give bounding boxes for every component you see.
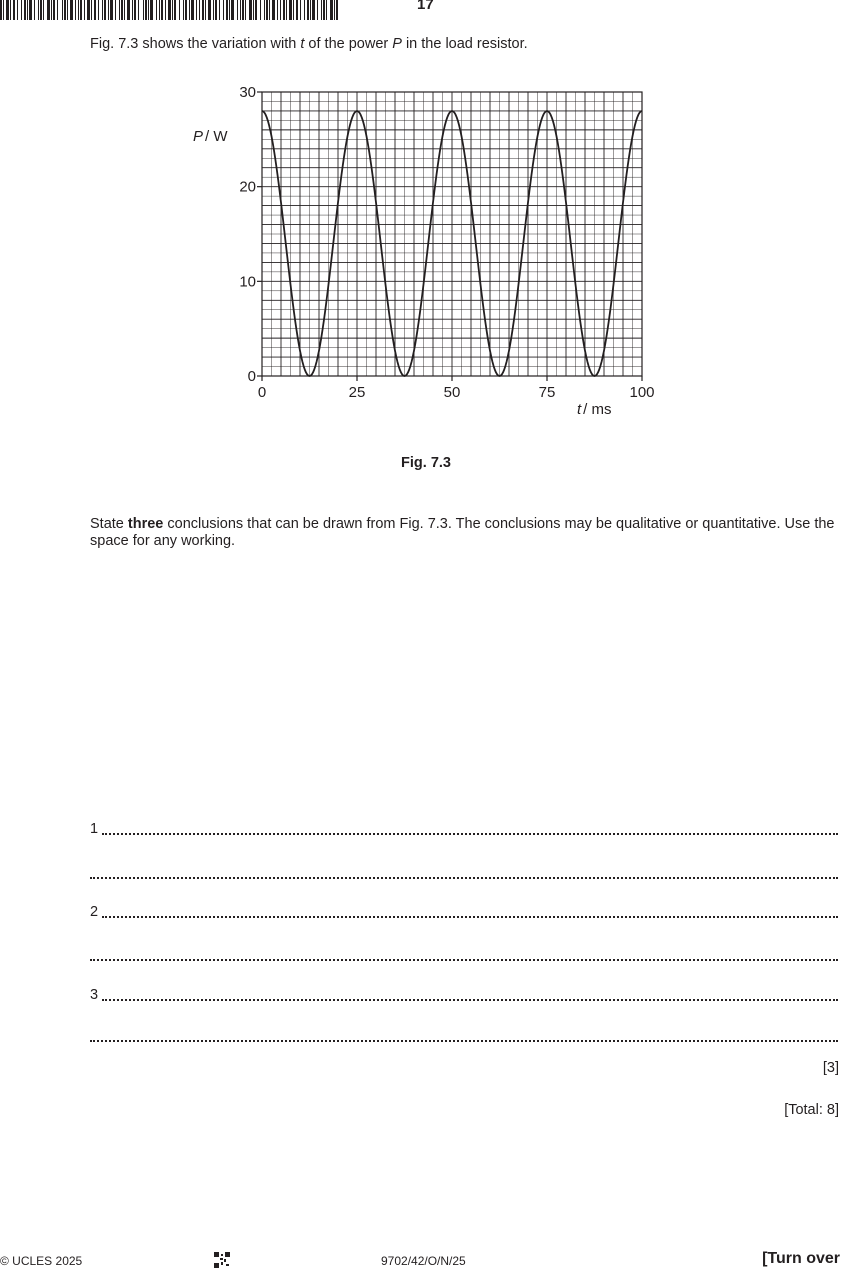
dotted-line <box>90 864 838 879</box>
dotted-line <box>102 820 838 835</box>
marks-allocation: [3] <box>822 1060 839 1076</box>
answer-line-2b[interactable] <box>90 946 838 964</box>
x-tick-label: 100 <box>629 384 655 401</box>
question-instruction: State three conclusions that can be drawn from Fig. 7.3. The conclusions may be qualitative or quantitative. Use the space for any working. <box>90 516 835 549</box>
dotted-line <box>102 903 838 918</box>
x-tick-label: 75 <box>538 384 556 401</box>
y-axis-label: P / W <box>193 128 228 145</box>
total-marks: [Total: 8] <box>784 1102 839 1118</box>
x-axis-label: t / ms <box>577 401 612 418</box>
paper-code: 9702/42/O/N/25 <box>381 1254 466 1268</box>
answer-line-3b[interactable] <box>90 1027 838 1045</box>
answer-number: 2 <box>90 904 99 920</box>
page-number: 17 <box>417 0 434 13</box>
x-tick-label: 25 <box>348 384 366 401</box>
y-tick-label: 0 <box>247 368 256 385</box>
dotted-line <box>102 986 838 1001</box>
answer-number: 1 <box>90 821 99 837</box>
answer-line-2[interactable] <box>90 903 838 921</box>
tick-labels <box>239 84 654 401</box>
copyright-notice: © UCLES 2025 <box>0 1254 83 1268</box>
power-time-chart <box>0 0 852 440</box>
dotted-line <box>90 1027 838 1042</box>
dotted-line <box>90 946 838 961</box>
qr-code-icon <box>214 1252 230 1268</box>
figure-caption: Fig. 7.3 <box>401 455 451 471</box>
x-tick-label: 0 <box>257 384 267 401</box>
answer-line-3[interactable] <box>90 986 838 1004</box>
answer-number: 3 <box>90 987 99 1003</box>
y-tick-label: 30 <box>239 84 256 101</box>
answer-line-1[interactable] <box>90 820 838 838</box>
x-tick-label: 50 <box>443 384 461 401</box>
axis-ticks <box>257 92 642 381</box>
y-tick-label: 20 <box>239 178 256 196</box>
y-tick-label: 10 <box>239 273 256 291</box>
turn-over: [Turn over <box>762 1250 840 1267</box>
answer-line-1b[interactable] <box>90 864 838 882</box>
figure-intro: Fig. 7.3 shows the variation with t of the power P in the load resistor. <box>90 36 528 52</box>
major-grid <box>262 92 642 376</box>
